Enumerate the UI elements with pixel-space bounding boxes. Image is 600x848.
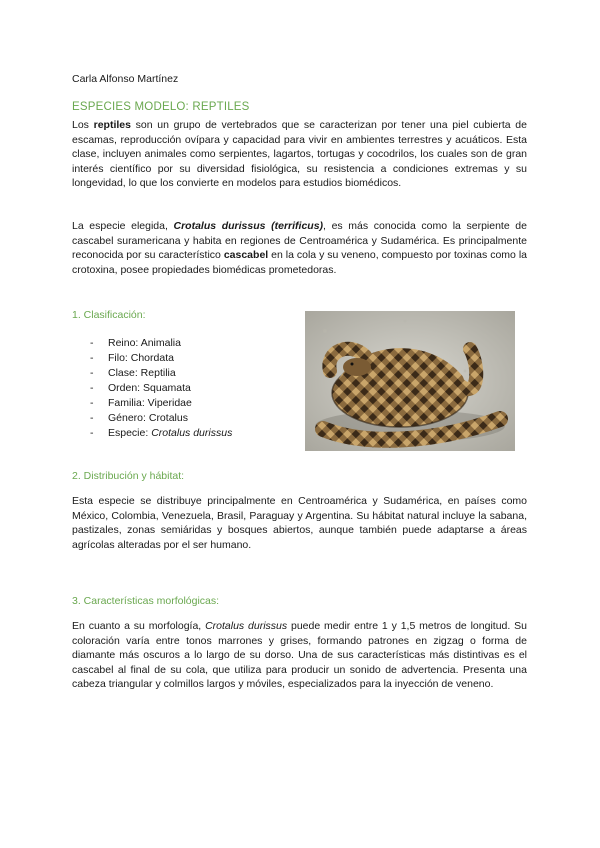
distribution-paragraph: Esta especie se distribuye principalmente en Centroamérica y Sudamérica, en países como México, Colombia, Venezuela, Brasil, Paraguay y Argentina. Su hábitat natural incluye la sabana, pastizales, zonas semiáridas y bosques abiertos, aunque también puede adaptarse a áreas agrícolas alteradas por el ser humano.	[72, 495, 527, 551]
list-item	[90, 336, 232, 351]
species-italic: Crotalus durissus	[151, 427, 233, 439]
list-item	[90, 381, 232, 396]
list-item	[90, 396, 232, 411]
morphology-paragraph	[72, 619, 527, 692]
species-name: Crotalus durissus (terrificus)	[173, 220, 324, 232]
text-span: son un grupo de vertebrados que se caracterizan por tener una piel cubierta de escamas, reproducción ovípara y capacidad para vivir en ambientes terrestres y acuáticos. Esta clase, incluyen animales como serpientes, lagartos, tortugas y cocodrilos, los cuales son de gran interés científico por su diversidad fisiológica, su resistencia a condiciones extremas y su longevidad, lo que los convierte en modelos para estudios biomédicos.	[72, 119, 527, 189]
document-title: ESPECIES MODELO: REPTILES	[72, 101, 250, 113]
list-item-label: Género: Crotalus	[108, 412, 188, 424]
list-item-label: Clase: Reptilia	[108, 367, 176, 379]
list-item-label: Familia: Viperidae	[108, 397, 192, 409]
section-3-heading: 3. Características morfológicas:	[72, 595, 220, 607]
author-name: Carla Alfonso Martínez	[72, 73, 179, 85]
text-span: en la cola y su veneno, compuesto por toxinas como la crotoxina, posee propiedades biomédicas prometedoras.	[72, 249, 527, 276]
list-dash: -	[90, 367, 94, 379]
bold-term-cascabel: cascabel	[223, 249, 269, 261]
list-dash: -	[90, 382, 94, 394]
list-item	[90, 411, 232, 426]
section-1-heading: 1. Clasificación:	[72, 309, 146, 321]
text-span: Los	[72, 119, 94, 131]
list-dash: -	[90, 427, 94, 439]
intro-paragraph-2	[72, 219, 527, 277]
list-item	[90, 426, 232, 441]
list-item-label: Orden: Squamata	[108, 382, 191, 394]
list-dash: -	[90, 337, 94, 349]
bold-term-reptiles: reptiles	[93, 119, 131, 131]
text-span: La especie elegida,	[72, 220, 174, 232]
text-span: En cuanto a su morfología,	[72, 620, 206, 632]
list-item-label: Filo: Chordata	[108, 352, 174, 364]
text-span: puede medir entre 1 y 1,5 metros de longitud. Su coloración varía entre tonos marrones y grises, formando patrones en zigzag o forma de diamante más oscuros a lo largo de su dorso. Una de sus características más distintivas es el cascabel al final de su cola, que utiliza para producir un sonido de advertencia. Presenta una cabeza triangular y colmillos largos y móviles, especializados para la inyección de veneno.	[72, 620, 527, 690]
list-dash: -	[90, 412, 94, 424]
text-span: , es más conocida como la serpiente de cascabel suramericana y habita en regiones de Centroamérica y Sudamérica. Es principalmente reconocida por su característico	[72, 220, 527, 261]
list-item-label: Reino: Animalia	[108, 337, 181, 349]
intro-paragraph-1	[72, 118, 527, 191]
list-dash: -	[90, 397, 94, 409]
rattlesnake-photo	[305, 311, 515, 451]
list-item	[90, 351, 232, 366]
species-italic: Crotalus durissus	[205, 620, 288, 632]
list-item	[90, 366, 232, 381]
classification-list	[90, 336, 232, 441]
list-item-label: Especie:	[108, 427, 149, 439]
section-2-heading: 2. Distribución y hábitat:	[72, 470, 185, 482]
list-dash: -	[90, 352, 94, 364]
